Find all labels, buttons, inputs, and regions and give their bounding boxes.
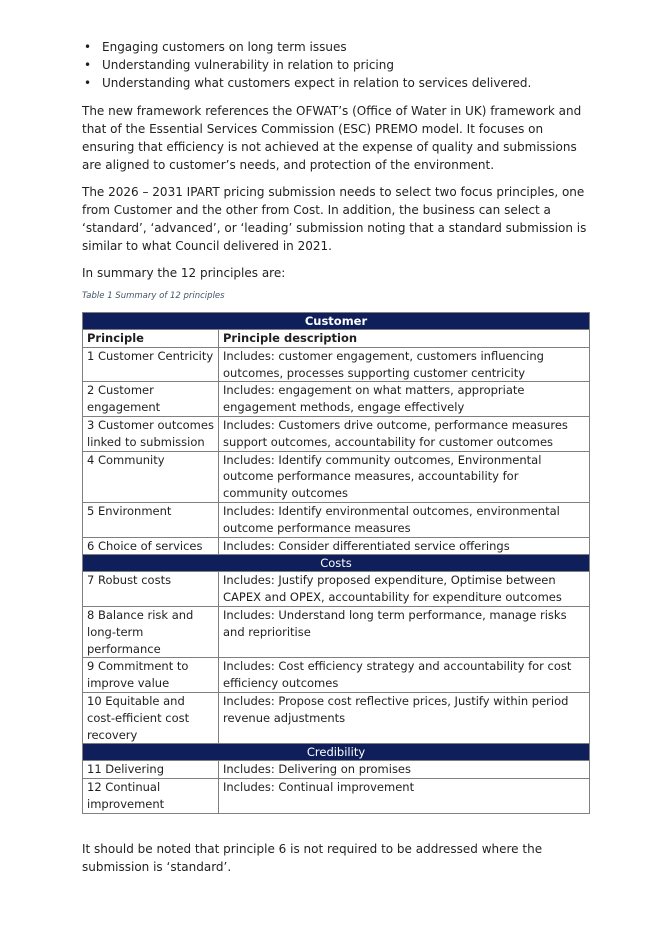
column-header-row (83, 330, 590, 348)
principle-cell: 1 Customer Centricity (83, 347, 219, 382)
table-row (83, 451, 590, 502)
principle-cell: 6 Choice of services (83, 537, 219, 555)
description-cell: Includes: Identify community outcomes, Environmental outcome performance measures, accountability for community outcomes (219, 451, 590, 502)
table-row (83, 416, 590, 451)
table-caption: Table 1 Summary of 12 principles (82, 291, 225, 301)
description-cell: Includes: Customers drive outcome, performance measures support outcomes, accountability for customer outcomes (219, 416, 590, 451)
principle-cell: 10 Equitable and cost-efficient cost recovery (83, 692, 219, 743)
section-title-customer: Customer (83, 313, 590, 330)
principle-cell: 12 Continual improvement (83, 779, 219, 814)
principle-cell: 2 Customer engagement (83, 382, 219, 417)
description-cell: Includes: Understand long term performance, manage risks and reprioritise (219, 606, 590, 657)
paragraph-summary-intro: In summary the 12 principles are: (82, 266, 286, 280)
table-row (83, 572, 590, 607)
description-cell: Includes: customer engagement, customers influencing outcomes, processes supporting customer centricity (219, 347, 590, 382)
table-row (83, 382, 590, 417)
table-row (83, 537, 590, 555)
bullet-item: • Understanding what customers expect in relation to services delivered. (82, 74, 590, 92)
table-row (83, 761, 590, 779)
column-header-description: Principle description (219, 330, 590, 348)
principle-cell: 7 Robust costs (83, 572, 219, 607)
paragraph-framework: The new framework references the OFWAT’s (Office of Water in UK) framework and that of the Essential Services Commission (ESC) PREMO model. It focuses on ensuring that efficiency is not achieved at the expense of quality and submissions are aligned to customer’s needs, and protection of the environment. (82, 104, 582, 172)
section-header-row (83, 555, 590, 572)
table-row (83, 658, 590, 693)
column-header-principle: Principle (83, 330, 219, 348)
principle-cell: 11 Delivering (83, 761, 219, 779)
principle-cell: 9 Commitment to improve value (83, 658, 219, 693)
description-cell: Includes: engagement on what matters, appropriate engagement methods, engage effectively (219, 382, 590, 417)
description-cell: Includes: Cost efficiency strategy and accountability for cost efficiency outcomes (219, 658, 590, 693)
description-cell: Includes: Consider differentiated service offerings (219, 537, 590, 555)
description-cell: Includes: Justify proposed expenditure, Optimise between CAPEX and OPEX, accountability for expenditure outcomes (219, 572, 590, 607)
closing-note: It should be noted that principle 6 is not required to be addressed where the submission is ‘standard’. (82, 841, 543, 874)
section-title-costs: Costs (83, 555, 590, 572)
table-row (83, 347, 590, 382)
description-cell: Includes: Propose cost reflective prices, Justify within period revenue adjustments (219, 692, 590, 743)
section-header-row (83, 744, 590, 761)
principle-cell: 4 Community (83, 451, 219, 502)
section-title-credibility: Credibility (83, 744, 590, 761)
description-cell: Includes: Continual improvement (219, 779, 590, 814)
section-header-row (83, 313, 590, 330)
table-row (83, 779, 590, 814)
bullet-item: • Engaging customers on long term issues (82, 38, 590, 56)
bullet-item: • Understanding vulnerability in relation to pricing (82, 56, 590, 74)
description-cell: Includes: Identify environmental outcomes, environmental outcome performance measures (219, 502, 590, 537)
principle-cell: 3 Customer outcomes linked to submission (83, 416, 219, 451)
table-row (83, 692, 590, 743)
principles-table (82, 312, 590, 814)
table-row (83, 502, 590, 537)
description-cell: Includes: Delivering on promises (219, 761, 590, 779)
page-content (82, 38, 590, 876)
bullet-list (82, 38, 590, 92)
paragraph-ipart-submission: The 2026 – 2031 IPART pricing submission needs to select two focus principles, one from Customer and the other from Cost. In addition, the business can select a ‘standard’, ‘advanced’, or ‘leading’ submission noting that a standard submission is similar to what Council delivered in 2021. (82, 185, 587, 253)
principle-cell: 8 Balance risk and long-term performance (83, 606, 219, 657)
principle-cell: 5 Environment (83, 502, 219, 537)
table-row (83, 606, 590, 657)
